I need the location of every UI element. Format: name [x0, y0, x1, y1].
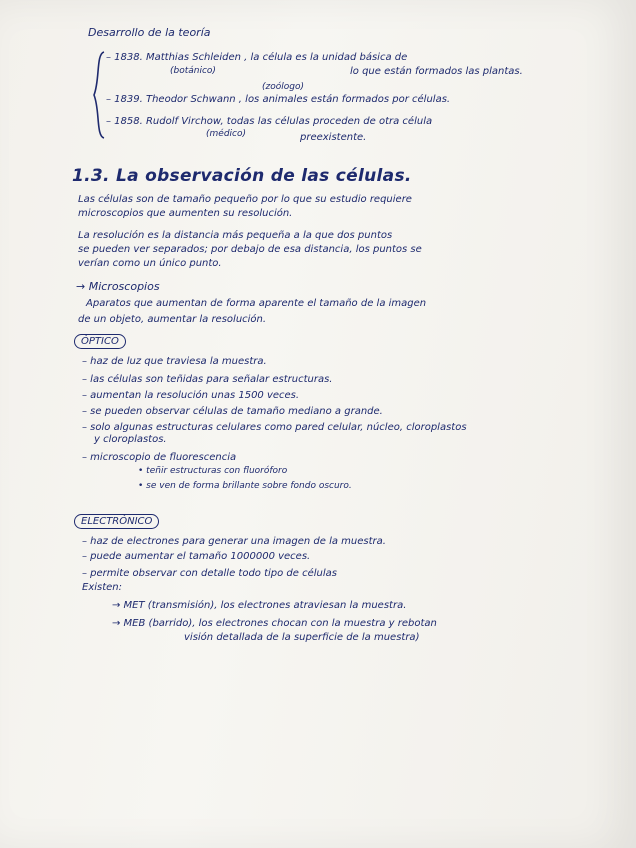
- optico-item-6: – microscopio de fluorescencia: [82, 452, 237, 463]
- electronico-meb: → MEB (barrido), los electrones chocan con la muestra y rebotan: [112, 618, 437, 629]
- electronico-meb-cont: visión detallada de la superficie de la muestra): [184, 632, 420, 643]
- microscopios-line-2: de un objeto, aumentar la resolución.: [78, 314, 267, 325]
- history-entry-1-role: (botánico): [170, 66, 216, 76]
- history-entry-2: – 1839. Theodor Schwann , los animales están formados por células.: [106, 94, 451, 105]
- optico-item-1: – haz de luz que traviesa la muestra.: [82, 356, 267, 367]
- electronico-met: → MET (transmisión), los electrones atraviesan la muestra.: [112, 600, 407, 611]
- microscopios-line-1: Aparatos que aumentan de forma aparente el tamaño de la imagen: [86, 298, 427, 309]
- optico-item-2: – las células son teñidas para señalar estructuras.: [82, 374, 333, 385]
- microscopios-heading: → Microscopios: [76, 280, 160, 293]
- paragraph-1-line-2: microscopios que aumenten su resolución.: [78, 208, 293, 219]
- electronico-item-2: – puede aumentar el tamaño 1000000 veces.: [82, 551, 311, 562]
- optico-item-3: – aumentan la resolución unas 1500 veces.: [82, 390, 300, 401]
- optico-item-5: – solo algunas estructuras celulares como pared celular, núcleo, cloroplastos: [82, 422, 467, 433]
- optico-subitem-1: • teñir estructuras con fluoróforo: [138, 466, 288, 476]
- electronico-item-1: – haz de electrones para generar una imagen de la muestra.: [82, 536, 386, 547]
- history-entry-3: – 1858. Rudolf Virchow, todas las células proceden de otra célula: [106, 116, 433, 127]
- history-entry-1-cont: lo que están formados las plantas.: [350, 66, 523, 77]
- bleed-through-text: [306, 36, 606, 396]
- brace-icon: [92, 50, 106, 140]
- paragraph-2-line-1: La resolución es la distancia más pequeña a la que dos puntos: [78, 230, 393, 241]
- electronico-item-3: – permite observar con detalle todo tipo de células: [82, 568, 337, 579]
- history-entry-3-role: (médico): [206, 129, 246, 139]
- history-entry-2-role: (zoólogo): [262, 82, 304, 92]
- history-entry-1: – 1838. Matthias Schleiden , la célula es la unidad básica de: [106, 52, 408, 63]
- section-title: 1.3. La observación de las células.: [72, 166, 412, 186]
- optico-item-4: – se pueden observar células de tamaño mediano a grande.: [82, 406, 383, 417]
- electronico-label: ELECTRÓNICO: [74, 514, 159, 529]
- history-entry-3-cont: preexistente.: [300, 132, 367, 143]
- paragraph-2-line-3: verían como un único punto.: [78, 258, 222, 269]
- history-heading: Desarrollo de la teoría: [88, 26, 211, 39]
- paragraph-2-line-2: se pueden ver separados; por debajo de esa distancia, los puntos se: [78, 244, 422, 255]
- electronico-existen: Existen:: [82, 582, 123, 593]
- paragraph-1-line-1: Las células son de tamaño pequeño por lo que su estudio requiere: [78, 194, 412, 205]
- optico-subitem-2: • se ven de forma brillante sobre fondo oscuro.: [138, 481, 352, 491]
- optico-item-5-cont: y cloroplastos.: [94, 434, 167, 445]
- optico-label: ÓPTICO: [74, 334, 126, 349]
